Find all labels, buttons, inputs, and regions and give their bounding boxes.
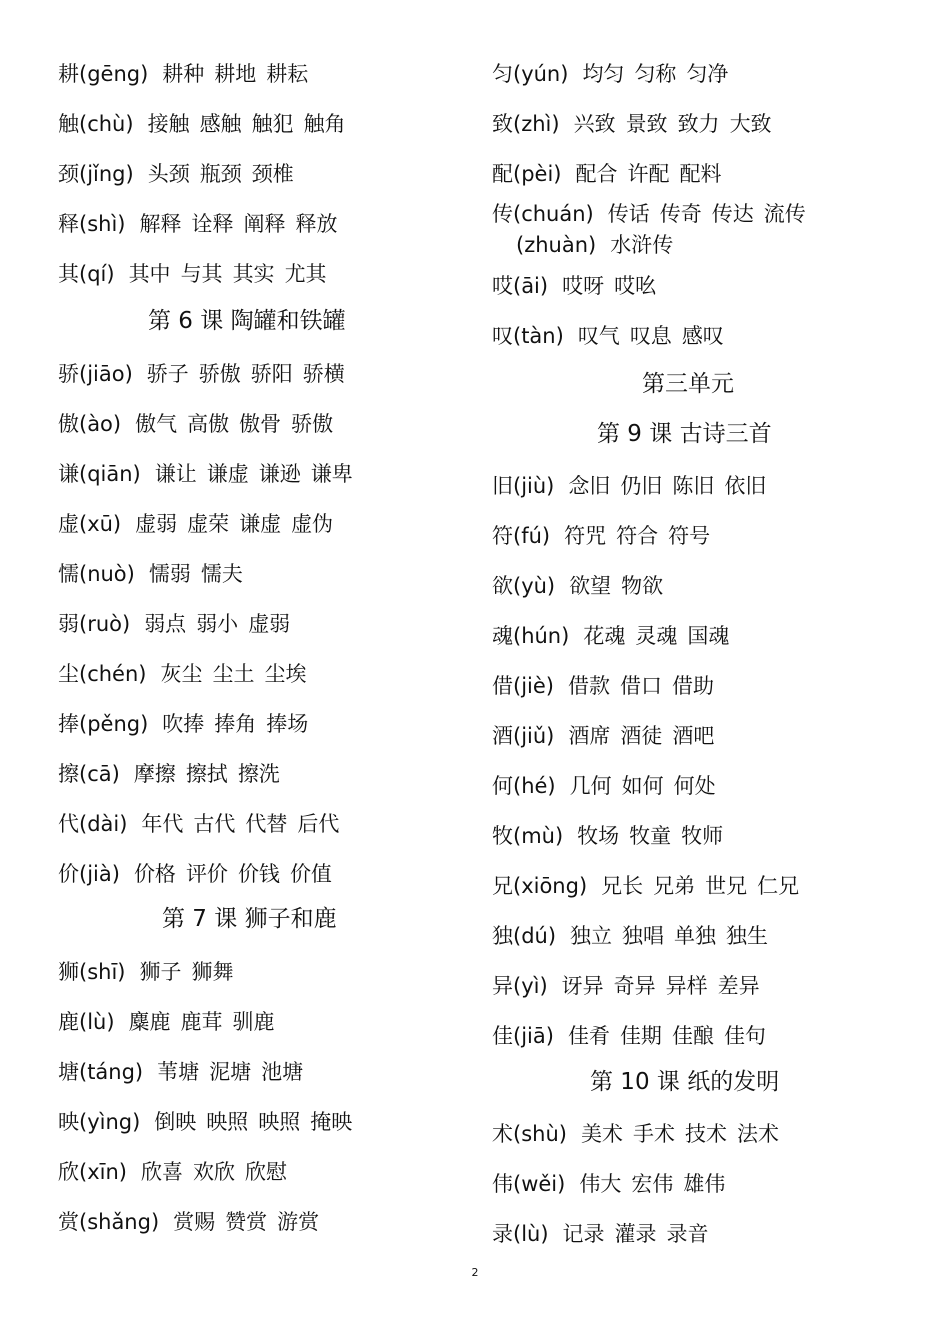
example-word: 骄阳 bbox=[250, 362, 293, 386]
example-word: 雄伟 bbox=[683, 1172, 726, 1196]
entry-pinyin: (tàn) bbox=[513, 324, 564, 348]
example-word: 物欲 bbox=[621, 574, 664, 598]
entry-character: 伟 bbox=[492, 1172, 513, 1196]
entry-pinyin: (wěi) bbox=[513, 1172, 566, 1196]
entry-character: 耕 bbox=[58, 62, 79, 86]
alternate-reading-row bbox=[516, 231, 673, 259]
example-word: 均匀 bbox=[582, 62, 625, 86]
example-word: 虚弱 bbox=[248, 612, 291, 636]
entry-character: 鹿 bbox=[58, 1010, 79, 1034]
vocab-entry bbox=[58, 1208, 319, 1236]
example-word: 谦虚 bbox=[206, 462, 249, 486]
entry-character: 录 bbox=[492, 1222, 513, 1246]
example-word: 高傲 bbox=[187, 412, 230, 436]
entry-character: 代 bbox=[58, 812, 79, 836]
example-word: 佳酿 bbox=[671, 1024, 714, 1048]
vocab-entry bbox=[58, 460, 353, 488]
example-word: 其实 bbox=[232, 262, 275, 286]
section-heading: 第三单元 bbox=[642, 371, 734, 397]
example-word: 后代 bbox=[297, 812, 340, 836]
entry-pinyin: (zhì) bbox=[513, 112, 560, 136]
example-word: 捧场 bbox=[266, 712, 309, 736]
vocab-entry bbox=[58, 810, 339, 838]
example-word: 虚荣 bbox=[187, 512, 230, 536]
vocab-entry bbox=[492, 722, 714, 750]
example-word: 骄横 bbox=[302, 362, 345, 386]
entry-pinyin: (yù) bbox=[513, 574, 556, 598]
example-word: 感触 bbox=[199, 112, 242, 136]
example-word: 匀净 bbox=[686, 62, 729, 86]
entry-pinyin: (chuán) bbox=[513, 202, 594, 226]
vocab-entry bbox=[492, 472, 766, 500]
example-word: 配料 bbox=[679, 162, 722, 186]
example-word: 匀称 bbox=[634, 62, 677, 86]
entry-character: 配 bbox=[492, 162, 513, 186]
example-word: 阐释 bbox=[243, 212, 286, 236]
vocab-entry bbox=[492, 1022, 766, 1050]
vocab-entry bbox=[58, 510, 333, 538]
vocab-entry bbox=[492, 572, 663, 600]
example-word: 释放 bbox=[295, 212, 338, 236]
vocab-entry bbox=[492, 672, 714, 700]
section-heading: 第 6 课 陶罐和铁罐 bbox=[148, 308, 346, 334]
entry-pinyin: (chù) bbox=[79, 112, 134, 136]
example-word: 差异 bbox=[717, 974, 760, 998]
vocab-entry bbox=[58, 110, 346, 138]
example-word: 如何 bbox=[621, 774, 664, 798]
example-word: 游赏 bbox=[277, 1210, 320, 1234]
example-word: 奇异 bbox=[613, 974, 656, 998]
example-word: 传话 bbox=[607, 202, 650, 226]
vocab-entry bbox=[492, 922, 768, 950]
example-word: 欣喜 bbox=[140, 1160, 183, 1184]
entry-pinyin: (xū) bbox=[79, 512, 122, 536]
entry-pinyin: (chén) bbox=[79, 662, 147, 686]
entry-pinyin: (lù) bbox=[513, 1222, 549, 1246]
entry-pinyin: (jiù) bbox=[513, 474, 555, 498]
entry-character: 其 bbox=[58, 262, 79, 286]
example-word: 借助 bbox=[671, 674, 714, 698]
example-word: 牧童 bbox=[629, 824, 672, 848]
example-word: 花魂 bbox=[583, 624, 626, 648]
entry-character: 谦 bbox=[58, 462, 79, 486]
entry-pinyin: (táng) bbox=[79, 1060, 144, 1084]
entry-pinyin: (pěng) bbox=[79, 712, 149, 736]
example-word: 牧场 bbox=[577, 824, 620, 848]
entry-character: 擦 bbox=[58, 762, 79, 786]
example-word: 狮子 bbox=[139, 960, 182, 984]
entry-pinyin: (jǐng) bbox=[79, 162, 134, 186]
example-word: 倒映 bbox=[154, 1110, 197, 1134]
vocab-entry bbox=[492, 522, 710, 550]
vocab-entry bbox=[58, 760, 280, 788]
entry-pinyin: (qí) bbox=[79, 262, 115, 286]
example-word: 虚伪 bbox=[291, 512, 334, 536]
example-word: 何处 bbox=[673, 774, 716, 798]
example-word: 独生 bbox=[726, 924, 769, 948]
example-word: 苇塘 bbox=[157, 1060, 200, 1084]
entry-character: 哎 bbox=[492, 274, 513, 298]
entry-pinyin: (dài) bbox=[79, 812, 128, 836]
example-word: 符合 bbox=[616, 524, 659, 548]
example-word: 骄子 bbox=[146, 362, 189, 386]
vocab-entry bbox=[58, 860, 332, 888]
entry-pinyin: (dú) bbox=[513, 924, 557, 948]
example-word: 赞赏 bbox=[225, 1210, 268, 1234]
vocab-entry bbox=[492, 622, 729, 650]
entry-character: 异 bbox=[492, 974, 513, 998]
entry-pinyin: (jià) bbox=[79, 862, 120, 886]
example-word: 符号 bbox=[668, 524, 711, 548]
example-word: 瓶颈 bbox=[199, 162, 242, 186]
example-word: 灌录 bbox=[614, 1222, 657, 1246]
example-word: 掩映 bbox=[310, 1110, 353, 1134]
example-word: 诠释 bbox=[191, 212, 234, 236]
example-word: 佳肴 bbox=[567, 1024, 610, 1048]
example-word: 依旧 bbox=[724, 474, 767, 498]
example-word: 捧角 bbox=[214, 712, 257, 736]
entry-character: 术 bbox=[492, 1122, 513, 1146]
vocab-entry bbox=[58, 1108, 352, 1136]
entry-character: 捧 bbox=[58, 712, 79, 736]
example-word: 年代 bbox=[141, 812, 184, 836]
entry-character: 释 bbox=[58, 212, 79, 236]
example-word: 欲望 bbox=[569, 574, 612, 598]
entry-character: 独 bbox=[492, 924, 513, 948]
entry-pinyin: (shǎng) bbox=[79, 1210, 160, 1234]
vocab-entry bbox=[58, 160, 294, 188]
example-word: 映照 bbox=[258, 1110, 301, 1134]
example-word: 仍旧 bbox=[620, 474, 663, 498]
example-word: 大致 bbox=[729, 112, 772, 136]
example-word: 欢欣 bbox=[192, 1160, 235, 1184]
page-number: 2 bbox=[471, 1266, 479, 1279]
entry-pinyin: (mù) bbox=[513, 824, 564, 848]
example-word: 吹捧 bbox=[162, 712, 205, 736]
example-word: 流传 bbox=[763, 202, 806, 226]
entry-pinyin: (shù) bbox=[513, 1122, 567, 1146]
entry-character: 欲 bbox=[492, 574, 513, 598]
example-word: 佳句 bbox=[723, 1024, 766, 1048]
entry-character: 何 bbox=[492, 774, 513, 798]
example-word: 借口 bbox=[619, 674, 662, 698]
vocab-entry bbox=[58, 710, 308, 738]
entry-pinyin: (pèi) bbox=[513, 162, 562, 186]
entry-pinyin: (lù) bbox=[79, 1010, 115, 1034]
example-word: 单独 bbox=[674, 924, 717, 948]
entry-pinyin: (shì) bbox=[79, 212, 126, 236]
example-word: 景致 bbox=[625, 112, 668, 136]
entry-pinyin: (yì) bbox=[513, 974, 548, 998]
vocab-entry bbox=[58, 60, 308, 88]
entry-pinyin: (qiān) bbox=[79, 462, 141, 486]
vocab-entry bbox=[492, 822, 723, 850]
example-word: 美术 bbox=[580, 1122, 623, 1146]
entry-pinyin: (jiè) bbox=[513, 674, 554, 698]
entry-pinyin: (shī) bbox=[79, 960, 126, 984]
entry-character: 兄 bbox=[492, 874, 513, 898]
entry-pinyin: (xiōng) bbox=[513, 874, 588, 898]
entry-character: 价 bbox=[58, 862, 79, 886]
example-word: 配合 bbox=[575, 162, 618, 186]
entry-character: 符 bbox=[492, 524, 513, 548]
vocab-entry bbox=[58, 1008, 275, 1036]
example-word: 池塘 bbox=[261, 1060, 304, 1084]
example-word: 兄长 bbox=[601, 874, 644, 898]
example-word: 哎吆 bbox=[614, 274, 657, 298]
example-word: 骄傲 bbox=[198, 362, 241, 386]
example-word: 谦虚 bbox=[239, 512, 282, 536]
entry-pinyin: (xīn) bbox=[79, 1160, 127, 1184]
example-word: 几何 bbox=[569, 774, 612, 798]
example-word: 驯鹿 bbox=[232, 1010, 275, 1034]
vocab-entry bbox=[492, 200, 806, 228]
entry-pinyin: (yìng) bbox=[79, 1110, 141, 1134]
example-word: 借款 bbox=[567, 674, 610, 698]
example-word: 讶异 bbox=[561, 974, 604, 998]
vocab-entry bbox=[58, 610, 290, 638]
entry-character: 映 bbox=[58, 1110, 79, 1134]
entry-pinyin: (nuò) bbox=[79, 562, 135, 586]
example-word: 哎呀 bbox=[562, 274, 605, 298]
example-word: 头颈 bbox=[147, 162, 190, 186]
example-word: 谦逊 bbox=[258, 462, 301, 486]
example-word: 陈旧 bbox=[672, 474, 715, 498]
entry-pinyin: (yún) bbox=[513, 62, 569, 86]
example-word: 谦让 bbox=[154, 462, 197, 486]
example-word: 致力 bbox=[677, 112, 720, 136]
entry-character: 借 bbox=[492, 674, 513, 698]
example-word: 麋鹿 bbox=[128, 1010, 171, 1034]
example-word: 技术 bbox=[684, 1122, 727, 1146]
example-word: 许配 bbox=[627, 162, 670, 186]
example-word: 国魂 bbox=[687, 624, 730, 648]
example-word: 赏赐 bbox=[173, 1210, 216, 1234]
entry-character: 狮 bbox=[58, 960, 79, 984]
vocab-entry bbox=[58, 660, 306, 688]
example-word: 古代 bbox=[193, 812, 236, 836]
example-word: 世兄 bbox=[705, 874, 748, 898]
vocab-entry bbox=[492, 110, 772, 138]
vocab-entry bbox=[58, 1158, 287, 1186]
example-word: 伟大 bbox=[579, 1172, 622, 1196]
example-word: 传奇 bbox=[659, 202, 702, 226]
entry-character: 牧 bbox=[492, 824, 513, 848]
entry-pinyin: (cā) bbox=[79, 762, 120, 786]
section-heading: 第 10 课 纸的发明 bbox=[590, 1069, 780, 1095]
entry-character: 尘 bbox=[58, 662, 79, 686]
entry-character: 佳 bbox=[492, 1024, 513, 1048]
example-word: 与其 bbox=[180, 262, 223, 286]
vocab-entry bbox=[492, 872, 799, 900]
vocab-entry bbox=[492, 1170, 725, 1198]
example-word: 灰尘 bbox=[160, 662, 203, 686]
example-word: 仁兄 bbox=[757, 874, 800, 898]
example-word: 异样 bbox=[665, 974, 708, 998]
example-word: 耕耘 bbox=[266, 62, 309, 86]
example-word: 接触 bbox=[147, 112, 190, 136]
example-word: 虚弱 bbox=[135, 512, 178, 536]
example-word: 耕地 bbox=[214, 62, 257, 86]
section-heading: 第 9 课 古诗三首 bbox=[597, 421, 772, 447]
example-word: 水浒传 bbox=[610, 233, 674, 257]
vocab-entry bbox=[492, 322, 724, 350]
entry-character: 叹 bbox=[492, 324, 513, 348]
example-word: 鹿茸 bbox=[180, 1010, 223, 1034]
example-word: 擦洗 bbox=[237, 762, 280, 786]
vocab-entry bbox=[492, 1220, 709, 1248]
entry-character: 骄 bbox=[58, 362, 79, 386]
example-word: 酒徒 bbox=[620, 724, 663, 748]
example-word: 擦拭 bbox=[185, 762, 228, 786]
example-word: 傲气 bbox=[135, 412, 178, 436]
vocab-entry bbox=[58, 360, 345, 388]
example-word: 触犯 bbox=[251, 112, 294, 136]
vocab-entry bbox=[492, 972, 760, 1000]
example-word: 叹息 bbox=[629, 324, 672, 348]
example-word: 感叹 bbox=[681, 324, 724, 348]
entry-character: 傲 bbox=[58, 412, 79, 436]
example-word: 弱小 bbox=[196, 612, 239, 636]
entry-pinyin: (ruò) bbox=[79, 612, 131, 636]
example-word: 记录 bbox=[562, 1222, 605, 1246]
entry-character: 旧 bbox=[492, 474, 513, 498]
example-word: 摩擦 bbox=[133, 762, 176, 786]
example-word: 谦卑 bbox=[310, 462, 353, 486]
entry-character: 塘 bbox=[58, 1060, 79, 1084]
entry-character: 魂 bbox=[492, 624, 513, 648]
example-word: 手术 bbox=[632, 1122, 675, 1146]
vocab-entry bbox=[58, 260, 327, 288]
example-word: 兄弟 bbox=[653, 874, 696, 898]
example-word: 泥塘 bbox=[209, 1060, 252, 1084]
entry-character: 懦 bbox=[58, 562, 79, 586]
example-word: 颈椎 bbox=[251, 162, 294, 186]
example-word: 佳期 bbox=[619, 1024, 662, 1048]
example-word: 价值 bbox=[289, 862, 332, 886]
example-word: 念旧 bbox=[568, 474, 611, 498]
entry-pinyin: (ào) bbox=[79, 412, 122, 436]
vocab-entry bbox=[58, 1058, 303, 1086]
example-word: 兴致 bbox=[573, 112, 616, 136]
example-word: 价格 bbox=[133, 862, 176, 886]
entry-pinyin: (hún) bbox=[513, 624, 570, 648]
example-word: 法术 bbox=[736, 1122, 779, 1146]
example-word: 傲骨 bbox=[239, 412, 282, 436]
entry-character: 欣 bbox=[58, 1160, 79, 1184]
example-word: 尘土 bbox=[212, 662, 255, 686]
entry-character: 匀 bbox=[492, 62, 513, 86]
example-word: 评价 bbox=[185, 862, 228, 886]
example-word: 弱点 bbox=[144, 612, 187, 636]
example-word: 骄傲 bbox=[291, 412, 334, 436]
entry-character: 赏 bbox=[58, 1210, 79, 1234]
entry-character: 虚 bbox=[58, 512, 79, 536]
example-word: 灵魂 bbox=[635, 624, 678, 648]
example-word: 解释 bbox=[139, 212, 182, 236]
example-word: 酒吧 bbox=[672, 724, 715, 748]
entry-pinyin: (jiā) bbox=[513, 1024, 554, 1048]
entry-character: 致 bbox=[492, 112, 513, 136]
example-word: 传达 bbox=[711, 202, 754, 226]
vocab-entry bbox=[492, 1120, 779, 1148]
example-word: 懦弱 bbox=[148, 562, 191, 586]
vocab-entry bbox=[58, 210, 337, 238]
example-word: 酒席 bbox=[568, 724, 611, 748]
example-word: 独唱 bbox=[622, 924, 665, 948]
vocab-entry bbox=[492, 272, 656, 300]
entry-character: 颈 bbox=[58, 162, 79, 186]
vocab-entry bbox=[58, 560, 243, 588]
entry-character: 弱 bbox=[58, 612, 79, 636]
entry-character: 触 bbox=[58, 112, 79, 136]
entry-pinyin: (gēng) bbox=[79, 62, 149, 86]
entry-pinyin: (hé) bbox=[513, 774, 556, 798]
example-word: 价钱 bbox=[237, 862, 280, 886]
entry-character: 酒 bbox=[492, 724, 513, 748]
vocab-entry bbox=[492, 772, 716, 800]
example-word: 触角 bbox=[303, 112, 346, 136]
example-word: 符咒 bbox=[564, 524, 607, 548]
entry-pinyin: (jiāo) bbox=[79, 362, 133, 386]
example-word: 宏伟 bbox=[631, 1172, 674, 1196]
example-word: 欣慰 bbox=[244, 1160, 287, 1184]
example-word: 懦夫 bbox=[200, 562, 243, 586]
example-word: 代替 bbox=[245, 812, 288, 836]
example-word: 狮舞 bbox=[191, 960, 234, 984]
example-word: 耕种 bbox=[162, 62, 205, 86]
entry-pinyin: (zhuàn) bbox=[516, 233, 597, 257]
example-word: 映照 bbox=[206, 1110, 249, 1134]
example-word: 独立 bbox=[570, 924, 613, 948]
entry-pinyin: (jiǔ) bbox=[513, 724, 555, 748]
entry-pinyin: (āi) bbox=[513, 274, 549, 298]
section-heading: 第 7 课 狮子和鹿 bbox=[162, 906, 337, 932]
entry-character: 传 bbox=[492, 202, 513, 226]
example-word: 叹气 bbox=[577, 324, 620, 348]
example-word: 其中 bbox=[128, 262, 171, 286]
example-word: 尤其 bbox=[284, 262, 327, 286]
example-word: 尘埃 bbox=[264, 662, 307, 686]
vocab-entry bbox=[58, 958, 233, 986]
vocab-entry bbox=[492, 60, 728, 88]
example-word: 牧师 bbox=[681, 824, 724, 848]
entry-pinyin: (fú) bbox=[513, 524, 551, 548]
example-word: 录音 bbox=[666, 1222, 709, 1246]
vocab-entry bbox=[492, 160, 721, 188]
vocab-entry bbox=[58, 410, 333, 438]
